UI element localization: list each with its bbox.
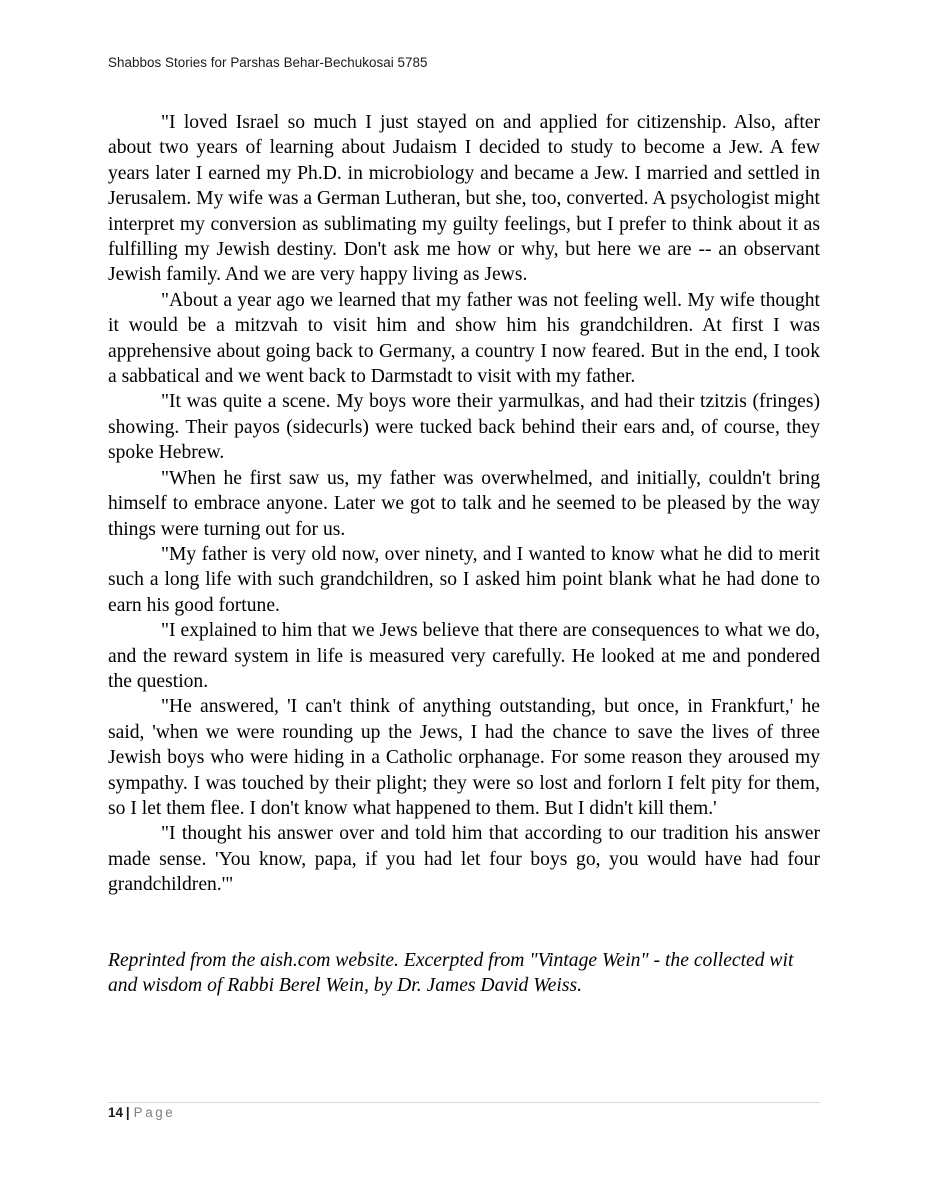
page-label: Page xyxy=(133,1105,176,1120)
source-credit: Reprinted from the aish.com website. Excerpted from "Vintage Wein" - the collected wit and wisdom of Rabbi Berel Wein, by Dr. James David Weiss. xyxy=(108,950,794,997)
paragraph: "He answered, 'I can't think of anything outstanding, but once, in Frankfurt,' he said, 'when we were rounding up the Jews, I had the chance to save the lives of three Jewish boys who were hiding in a Catholic orphanage. For some reason they aroused my sympathy. I was touched by their plight; they were so lost and forlorn I felt pity for them, so I let them flee. I don't know what happened to them. But I didn't kill them.' xyxy=(108,696,820,819)
page-number: 14 xyxy=(108,1105,123,1120)
footer-divider xyxy=(108,1102,820,1103)
paragraph: "When he first saw us, my father was overwhelmed, and initially, couldn't bring himself to embrace anyone. Later we got to talk and he seemed to be pleased by the way things were turning out for us. xyxy=(108,467,820,540)
paragraph: "I explained to him that we Jews believe that there are consequences to what we do, and the reward system in life is measured very carefully. He looked at me and pondered the question. xyxy=(108,620,820,692)
footer-separator: | xyxy=(125,1105,130,1120)
story-body xyxy=(108,110,820,898)
running-header: Shabbos Stories for Parshas Behar-Bechukosai 5785 xyxy=(108,55,428,70)
paragraph: "About a year ago we learned that my father was not feeling well. My wife thought it would be a mitzvah to visit him and show him his grandchildren. At first I was apprehensive about going back to Germany, a country I now feared. But in the end, I took a sabbatical and we went back to Darmstadt to visit with my father. xyxy=(108,289,820,388)
paragraph: "It was quite a scene. My boys wore their yarmulkas, and had their tzitzis (fringes) showing. Their payos (sidecurls) were tucked back behind their ears and, of course, they spoke Hebrew. xyxy=(108,391,820,464)
page-footer xyxy=(108,1105,175,1120)
paragraph: "I loved Israel so much I just stayed on and applied for citizenship. Also, after about two years of learning about Judaism I decided to study to become a Jew. A few years later I earned my Ph.D. in microbiology and became a Jew. I married and settled in Jerusalem. My wife was a German Lutheran, but she, too, converted. A psychologist might interpret my conversion as sublimating my guilty feelings, but I prefer to think about it as fulfilling my Jewish destiny. Don't ask me how or why, but here we are -- an observant Jewish family. And we are very happy living as Jews. xyxy=(108,112,820,286)
paragraph: "I thought his answer over and told him that according to our tradition his answer made sense. 'You know, papa, if you had let four boys go, you would have had four grandchildren.'" xyxy=(108,823,820,896)
paragraph: "My father is very old now, over ninety, and I wanted to know what he did to merit such a long life with such grandchildren, so I asked him point blank what he had done to earn his good fortune. xyxy=(108,543,820,616)
